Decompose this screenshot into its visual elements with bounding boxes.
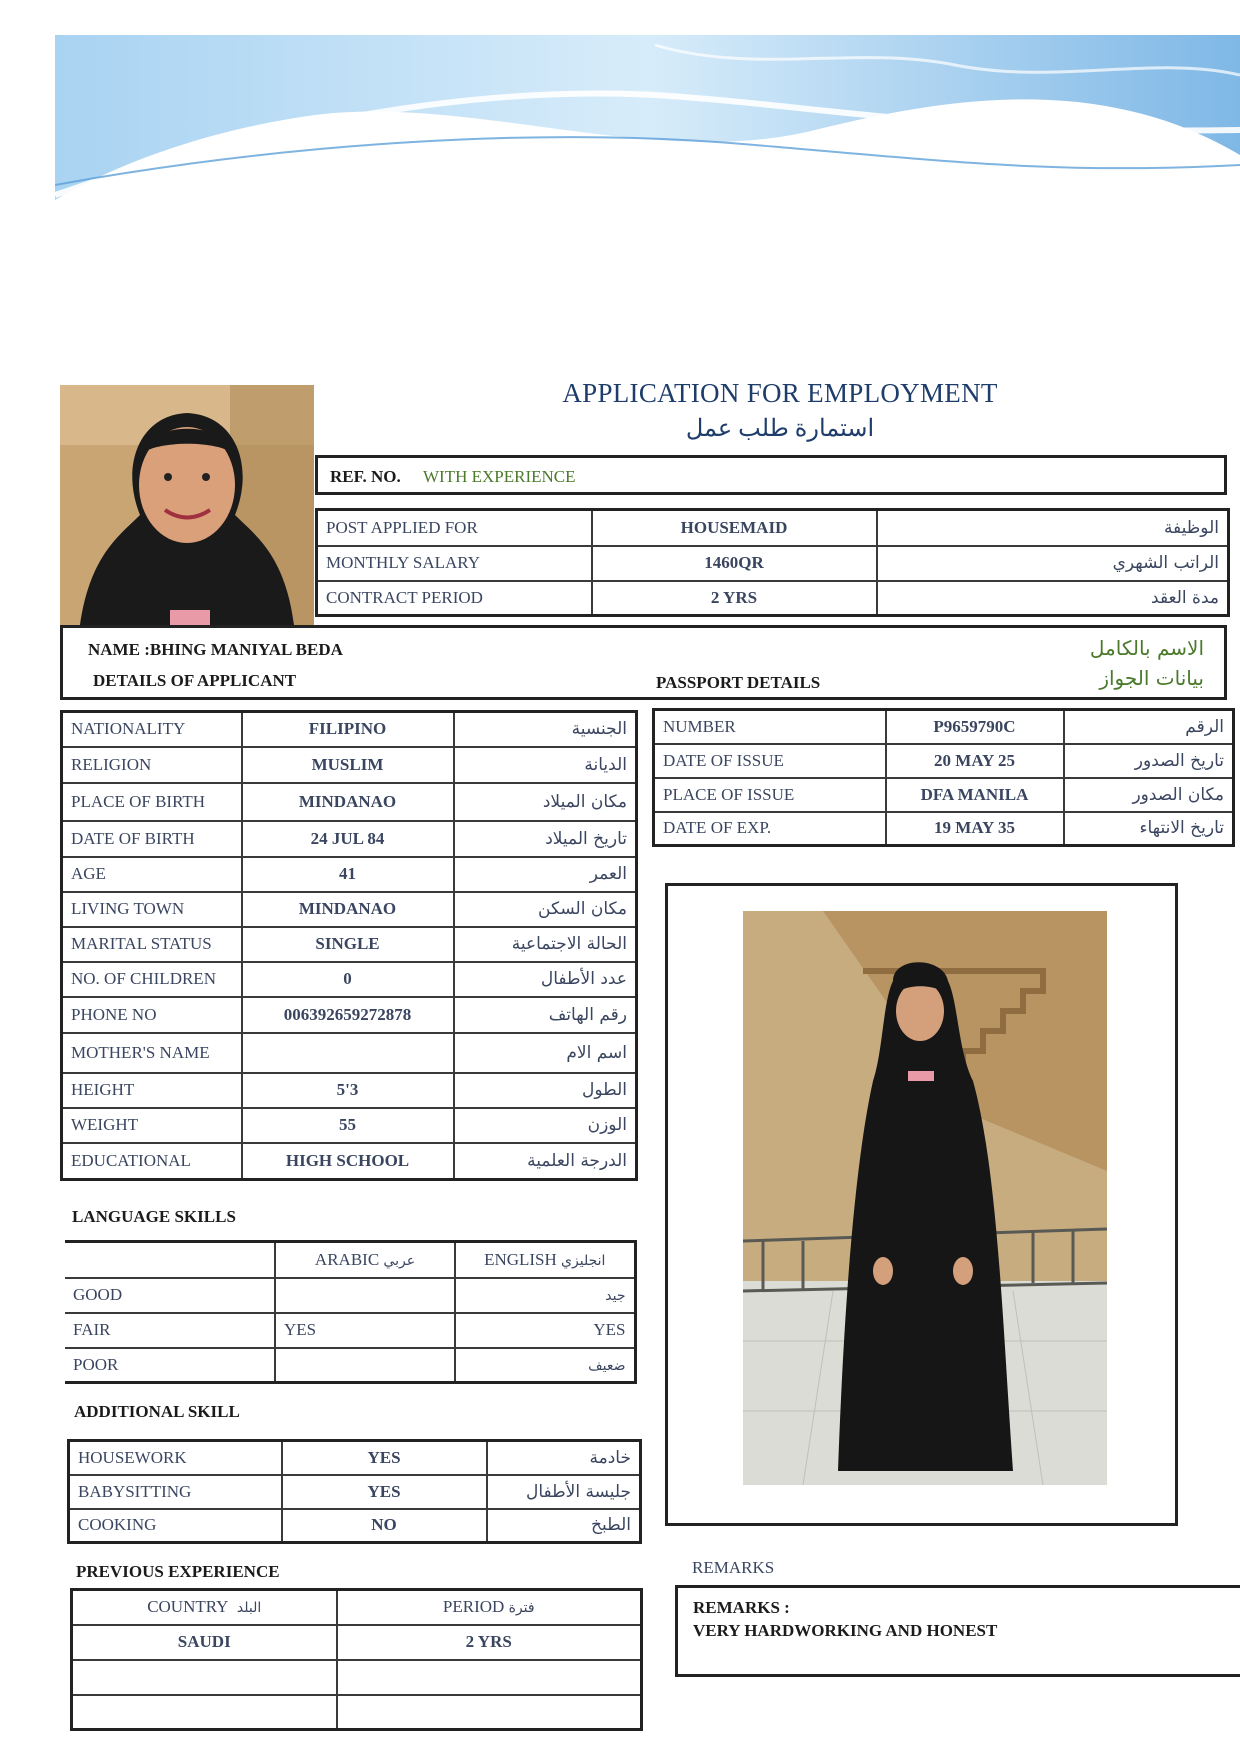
passport-field-label: DATE OF EXP. [654,812,886,846]
passport-field-label-ar: تاريخ الانتهاء [1064,812,1234,846]
remarks-text: VERY HARDWORKING AND HONEST [693,1621,998,1640]
applicant-field-value: FILIPINO [242,712,454,747]
details-heading: DETAILS OF APPLICANT [93,671,297,690]
language-english-cell [455,1313,635,1348]
experience-country: SAUDI [72,1625,337,1660]
passport-label-ar: بيانات الجواز [1099,666,1204,690]
applicant-field-label: AGE [62,857,242,892]
period-label-ar: فترة [508,1600,535,1617]
job-value: HOUSEMAID [592,510,877,546]
table-row [65,1278,635,1313]
table-row [65,1348,635,1383]
table-row [62,1143,637,1180]
job-table [315,508,1230,617]
passport-field-label-ar: مكان الصدور [1064,778,1234,812]
applicant-field-value: 41 [242,857,454,892]
applicant-field-value: 006392659272878 [242,997,454,1033]
country-label-ar: البلد [236,1600,262,1617]
table-row [72,1660,642,1695]
previous-experience-heading: PREVIOUS EXPERIENCE [76,1562,280,1581]
ref-no-label: REF. NO. [330,467,401,486]
language-level-label: FAIR [65,1313,275,1348]
language-level-label: POOR [65,1348,275,1383]
passport-field-value: P9659790C [886,710,1064,744]
job-label: CONTRACT PERIOD [317,581,592,616]
experience-country [72,1695,337,1730]
passport-field-label: NUMBER [654,710,886,744]
passport-table [652,708,1235,847]
table-row [69,1509,641,1543]
experience-period [337,1660,642,1695]
passport-field-label-ar: الرقم [1064,710,1234,744]
applicant-field-value: 55 [242,1108,454,1143]
applicant-field-label-ar: الحالة الاجتماعية [454,927,637,962]
skill-label: HOUSEWORK [69,1441,282,1475]
english-label-ar: انجليزي [561,1252,606,1269]
applicant-field-value: 5'3 [242,1073,454,1108]
table-row [317,581,1229,616]
applicant-name: NAME :BHING MANIYAL BEDA [88,640,343,659]
passport-field-value: 20 MAY 25 [886,744,1064,778]
passport-field-label: DATE OF ISSUE [654,744,886,778]
applicant-field-label: WEIGHT [62,1108,242,1143]
english-label: ENGLISH [484,1249,557,1269]
language-arabic-value [275,1348,455,1383]
table-row [62,747,637,783]
applicant-field-label: HEIGHT [62,1073,242,1108]
header-wave-banner [55,35,1240,205]
arabic-label: ARABIC [314,1249,380,1269]
applicant-field-value: 0 [242,962,454,997]
job-value: 1460QR [592,546,877,581]
language-english-cell [455,1278,635,1313]
language-level-ar: جيد [605,1288,626,1304]
page-title: APPLICATION FOR EMPLOYMENT [562,378,998,408]
applicant-field-label-ar: اسم الام [454,1033,637,1073]
applicant-portrait-photo [60,385,314,625]
applicant-field-value: MUSLIM [242,747,454,783]
period-label: PERIOD [442,1597,505,1617]
table-row [65,1313,635,1348]
applicant-field-label: PLACE OF BIRTH [62,783,242,821]
applicant-field-label: MARITAL STATUS [62,927,242,962]
table-row [654,812,1234,846]
table-row [62,712,637,747]
table-row [62,783,637,821]
table-row [72,1625,642,1660]
table-row [654,710,1234,744]
applicant-field-label: EDUCATIONAL [62,1143,242,1180]
language-col-arabic [275,1242,455,1278]
language-level-label: GOOD [65,1278,275,1313]
passport-field-value: 19 MAY 35 [886,812,1064,846]
job-label-ar: الوظيفة [877,510,1229,546]
additional-skill-heading: ADDITIONAL SKILL [74,1402,240,1421]
experience-country [72,1660,337,1695]
applicant-field-label-ar: الطول [454,1073,637,1108]
experience-period: 2 YRS [337,1625,642,1660]
arabic-label-ar: عربي [383,1252,416,1269]
applicant-field-value: MINDANAO [242,783,454,821]
remarks-caption: REMARKS [692,1558,775,1577]
language-english-cell [455,1348,635,1383]
name-label-ar: الاسم بالكامل [1089,636,1204,660]
table-row [62,927,637,962]
country-label: COUNTRY [147,1597,229,1617]
applicant-field-label-ar: العمر [454,857,637,892]
table-row [62,857,637,892]
applicant-full-length-photo [743,911,1107,1485]
table-row [69,1475,641,1509]
applicant-field-label: MOTHER'S NAME [62,1033,242,1073]
page-title-arabic: استمارة طلب عمل [685,416,875,442]
applicant-field-label: PHONE NO [62,997,242,1033]
skill-value: YES [282,1441,487,1475]
language-skills-table [65,1240,637,1384]
table-row [72,1695,642,1730]
passport-field-label-ar: تاريخ الصدور [1064,744,1234,778]
table-row [69,1441,641,1475]
ref-no-value: WITH EXPERIENCE [423,467,576,486]
job-label: POST APPLIED FOR [317,510,592,546]
skill-label-ar: الطبخ [487,1509,641,1543]
skill-label: BABYSITTING [69,1475,282,1509]
applicant-field-label-ar: عدد الأطفال [454,962,637,997]
applicant-field-value: HIGH SCHOOL [242,1143,454,1180]
table-row [317,546,1229,581]
table-row [62,1033,637,1073]
table-row [62,962,637,997]
applicant-field-value: SINGLE [242,927,454,962]
language-english-value: YES [593,1320,626,1339]
table-row [654,744,1234,778]
applicant-field-value: 24 JUL 84 [242,821,454,857]
applicant-field-label: LIVING TOWN [62,892,242,927]
applicant-details-table [60,710,638,1181]
previous-experience-table [70,1588,643,1731]
skill-label-ar: خادمة [487,1441,641,1475]
table-row [62,1073,637,1108]
table-row [62,1108,637,1143]
skill-value: YES [282,1475,487,1509]
language-skills-heading: LANGUAGE SKILLS [72,1207,236,1226]
applicant-field-label-ar: تاريخ الميلاد [454,821,637,857]
applicant-field-label: DATE OF BIRTH [62,821,242,857]
applicant-field-label-ar: الجنسية [454,712,637,747]
table-row [72,1590,642,1625]
language-arabic-value [275,1278,455,1313]
period-header [337,1590,642,1625]
skill-label-ar: جليسة الأطفال [487,1475,641,1509]
job-label-ar: الراتب الشهري [877,546,1229,581]
table-row [62,892,637,927]
applicant-field-label-ar: الديانة [454,747,637,783]
language-header-blank [65,1242,275,1278]
table-row [62,997,637,1033]
applicant-field-label-ar: مكان الميلاد [454,783,637,821]
experience-period [337,1695,642,1730]
passport-field-label: PLACE OF ISSUE [654,778,886,812]
job-value: 2 YRS [592,581,877,616]
remarks-label: REMARKS : [693,1598,790,1617]
applicant-field-label-ar: الوزن [454,1108,637,1143]
ref-no-box [315,455,1227,495]
passport-heading: PASSPORT DETAILS [656,673,821,692]
remarks-box [675,1585,1240,1677]
language-level-ar: ضعيف [588,1357,626,1374]
applicant-field-label: NO. OF CHILDREN [62,962,242,997]
job-label: MONTHLY SALARY [317,546,592,581]
table-row [65,1242,635,1278]
applicant-field-value [242,1033,454,1073]
name-section-box [60,625,1227,700]
passport-field-value: DFA MANILA [886,778,1064,812]
language-col-english [455,1242,635,1278]
applicant-field-label: RELIGION [62,747,242,783]
applicant-field-label-ar: مكان السكن [454,892,637,927]
additional-skill-table [67,1439,642,1544]
table-row [62,821,637,857]
country-header [72,1590,337,1625]
applicant-field-label-ar: رقم الهاتف [454,997,637,1033]
table-row [317,510,1229,546]
skill-label: COOKING [69,1509,282,1543]
skill-value: NO [282,1509,487,1543]
job-label-ar: مدة العقد [877,581,1229,616]
applicant-field-label-ar: الدرجة العلمية [454,1143,637,1180]
language-arabic-value: YES [275,1313,455,1348]
applicant-field-label: NATIONALITY [62,712,242,747]
applicant-field-value: MINDANAO [242,892,454,927]
table-row [654,778,1234,812]
